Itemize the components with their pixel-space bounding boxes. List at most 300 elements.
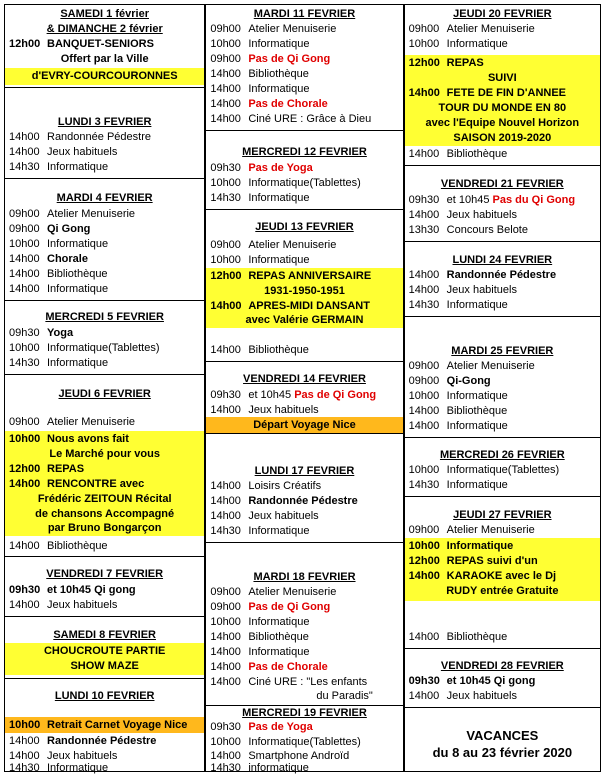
event-row [206, 176, 402, 191]
day-header: MARDI 25 FEVRIER [451, 345, 554, 357]
event-row [5, 598, 204, 613]
event-text: Informatique [248, 646, 310, 658]
event-time: 09h30 [9, 327, 40, 339]
program-sheet [4, 4, 601, 772]
separator [405, 707, 600, 708]
event-text: REPAS [446, 57, 484, 69]
event-time: 14h00 [210, 750, 241, 762]
event-row [206, 615, 402, 630]
event-time: 10h00 [9, 238, 40, 250]
event-text: Ciné URE : "Les enfants [248, 676, 368, 688]
event-time: 10h00 [408, 390, 440, 402]
event-text: Jeux habituels [446, 209, 517, 221]
event-text: Pas de Qi Gong [294, 389, 377, 401]
separator [5, 300, 204, 301]
event-text: Loisirs Créatifs [248, 480, 322, 492]
event-text: Informatique [248, 38, 310, 50]
event-row [5, 718, 204, 733]
event-time: 09h00 [9, 416, 40, 428]
event-row [206, 97, 402, 112]
event-text: REPAS ANNIVERSAIRE [248, 270, 372, 282]
event-detail: Offert par la Ville [60, 53, 149, 65]
event-text: Atelier Menuiserie [248, 586, 337, 598]
event-text: Bibliothèque [47, 540, 108, 552]
event-detail: d'EVRY-COURCOURONNES [31, 70, 178, 82]
event-time: 14h00 [408, 148, 440, 160]
event-time: 09h30 [210, 721, 241, 733]
event-text: Smartphone Androïd [248, 750, 350, 762]
event-row [405, 463, 600, 478]
day-header: SAMEDI 8 FEVRIER [53, 629, 156, 641]
separator [206, 209, 402, 210]
event-row [405, 689, 600, 704]
event-time: 12h00 [408, 57, 440, 69]
event-text: Ciné URE : Grâce à Dieu [248, 113, 372, 125]
event-time: 10h00 [210, 177, 241, 189]
event-time: 10h00 [210, 254, 241, 266]
event-time: 14h00 [210, 646, 241, 658]
event-row [206, 675, 402, 690]
event-row [405, 22, 600, 37]
event-text: Informatique [446, 540, 514, 552]
event-text: Jeux habituels [47, 750, 118, 762]
event-text: Randonnée Pédestre [47, 131, 151, 143]
event-time: 10h00 [408, 38, 440, 50]
separator [206, 433, 402, 434]
event-row [206, 479, 402, 494]
event-row [5, 222, 204, 237]
event-time: 14h00 [9, 735, 40, 747]
separator [5, 678, 204, 679]
event-text: Informatique [446, 38, 508, 50]
day-header: MARDI 18 FEVRIER [253, 571, 356, 583]
day-header: LUNDI 24 FEVRIER [452, 254, 553, 266]
day-header: SAMEDI 1 février [60, 8, 149, 20]
event-row [5, 237, 204, 252]
event-text: Jeux habituels [47, 599, 118, 611]
event-time: 09h30 [210, 162, 241, 174]
day-header: JEUDI 6 FEVRIER [58, 388, 151, 400]
event-time: 09h00 [210, 53, 241, 65]
event-text: Randonnée Pédestre [446, 269, 557, 281]
event-time: 12h00 [210, 270, 242, 282]
event-text: Pas de Chorale [248, 98, 328, 110]
event-time: 14h00 [210, 495, 241, 507]
event-text: Atelier Menuiserie [248, 239, 337, 251]
day-header: MERCREDI 5 FEVRIER [45, 311, 164, 323]
day-header: VENDREDI 14 FEVRIER [243, 373, 366, 385]
event-time: 14h00 [9, 283, 40, 295]
event-time: 09h00 [9, 223, 40, 235]
event-text: Informatique [47, 238, 109, 250]
event-detail: SAISON 2019-2020 [453, 132, 552, 144]
event-row [206, 37, 402, 52]
event-text: Informatique [47, 283, 109, 295]
separator [405, 496, 600, 497]
event-detail: avec Valérie GERMAIN [245, 314, 364, 326]
event-text: Jeux habituels [47, 146, 118, 158]
event-text: Informatique [446, 420, 508, 432]
event-time: 14h00 [408, 269, 440, 281]
event-detail: SHOW MAZE [70, 660, 139, 672]
event-text: RENCONTRE avec [47, 478, 145, 490]
event-row [5, 326, 204, 341]
event-text: FETE DE FIN D'ANNEE [446, 87, 567, 99]
event-text: Chorale [47, 253, 88, 265]
event-text: Qi-Gong [446, 375, 491, 387]
event-time: 14h00 [408, 420, 440, 432]
event-text: Informatique [47, 357, 109, 369]
event-text: Informatique [248, 192, 310, 204]
event-time: 10h00 [210, 38, 241, 50]
separator [5, 87, 204, 88]
event-time: 14h00 [9, 268, 40, 280]
separator [206, 130, 402, 131]
event-row [206, 660, 402, 675]
event-time: 09h00 [408, 375, 440, 387]
day-header: LUNDI 17 FEVRIER [254, 465, 355, 477]
event-time: 09h00 [210, 601, 241, 613]
event-time: 14h00 [210, 676, 241, 688]
event-row [206, 494, 402, 509]
event-row [206, 343, 402, 358]
event-row [405, 147, 600, 162]
day-header: MERCREDI 19 FEVRIER [242, 707, 367, 719]
event-time: 14h00 [210, 661, 241, 673]
event-time: 14h30 [9, 161, 40, 173]
event-row [5, 432, 204, 447]
event-row [206, 524, 402, 539]
event-detail: Frédéric ZEITOUN Récital [37, 493, 172, 505]
event-row [206, 403, 402, 418]
event-text: REPAS [47, 463, 85, 475]
event-text: informatique [248, 762, 309, 774]
event-row [405, 674, 600, 689]
event-time: 13h30 [408, 224, 440, 236]
event-row [206, 600, 402, 615]
event-detail: TOUR DU MONDE EN 80 [438, 102, 567, 114]
event-text: Pas de Qi Gong [248, 601, 331, 613]
event-time: 14h00 [210, 404, 241, 416]
event-text: Informatique [47, 161, 109, 173]
event-row [405, 539, 600, 554]
event-text: Pas de Qi Gong [248, 53, 331, 65]
event-text: Informatique(Tablettes) [446, 464, 560, 476]
event-time: 14h00 [408, 209, 440, 221]
event-time: 14h30 [9, 762, 40, 774]
event-text: REPAS suivi d'un [446, 555, 538, 567]
event-text: Pas du Qi Gong [492, 194, 576, 206]
event-text: Pas de Yoga [248, 721, 313, 733]
event-time: 14h00 [9, 253, 40, 265]
event-row [5, 282, 204, 297]
event-row [405, 37, 600, 52]
event-time: 14h00 [408, 87, 440, 99]
event-text: Jeux habituels [446, 690, 517, 702]
event-time: 14h00 [210, 300, 242, 312]
event-row [405, 554, 600, 569]
event-row [206, 720, 402, 735]
separator [5, 374, 204, 375]
event-time: 14h00 [210, 83, 241, 95]
event-text: Atelier Menuiserie [446, 23, 535, 35]
event-time: 14h00 [408, 284, 440, 296]
event-text: Bibliothèque [248, 68, 309, 80]
day-header: MERCREDI 26 FEVRIER [439, 449, 565, 461]
event-time: 14h30 [210, 525, 241, 537]
separator [206, 542, 402, 543]
holiday-title: VACANCES [466, 728, 539, 743]
event-time: 14h30 [9, 357, 40, 369]
event-time: 14h00 [210, 113, 241, 125]
event-text: Bibliothèque [446, 631, 508, 643]
day-header: VENDREDI 21 FEVRIER [440, 178, 564, 190]
event-row [206, 269, 402, 284]
event-text: et 10h45 [446, 194, 490, 206]
day-header: & DIMANCHE 2 février [46, 23, 163, 35]
separator [5, 616, 204, 617]
event-text: Informatique [47, 762, 109, 774]
event-row [5, 252, 204, 267]
event-time: 09h30 [408, 194, 440, 206]
event-row [5, 356, 204, 371]
event-time: 09h00 [408, 360, 440, 372]
event-row [206, 645, 402, 660]
separator [405, 316, 600, 317]
event-time: 12h00 [9, 463, 41, 475]
event-time: 14h00 [210, 631, 241, 643]
event-row [405, 208, 600, 223]
event-text: Bibliothèque [248, 631, 309, 643]
event-row [5, 477, 204, 492]
event-text: Informatique [248, 254, 310, 266]
event-time: 09h00 [9, 208, 40, 220]
event-text: Informatique [446, 390, 508, 402]
event-detail: de chansons Accompagné [35, 508, 175, 520]
event-row [5, 539, 204, 554]
event-text: Bibliothèque [446, 148, 508, 160]
event-text: Atelier Menuiserie [47, 416, 136, 428]
event-row [206, 82, 402, 97]
event-row [5, 763, 204, 773]
event-row [5, 341, 204, 356]
day-header: MARDI 11 FEVRIER [253, 8, 356, 20]
event-row [405, 569, 600, 584]
event-text: Bibliothèque [248, 344, 309, 356]
event-text: Bibliothèque [47, 268, 108, 280]
day-header: LUNDI 10 FEVRIER [54, 690, 155, 702]
event-row [5, 734, 204, 749]
event-time: 09h30 [210, 389, 241, 401]
event-row [5, 462, 204, 477]
event-time: 10h00 [210, 616, 241, 628]
event-time: 10h00 [9, 342, 40, 354]
event-time: 14h00 [9, 131, 40, 143]
event-row [405, 478, 600, 493]
day-header: LUNDI 3 FEVRIER [57, 116, 152, 128]
event-text: Atelier Menuiserie [248, 23, 337, 35]
event-row [206, 112, 402, 127]
event-row [206, 191, 402, 206]
event-time: 10h00 [210, 736, 241, 748]
event-row [405, 404, 600, 419]
event-row [405, 419, 600, 434]
event-time: 14h00 [210, 68, 241, 80]
event-text: Concours Belote [446, 224, 528, 236]
event-time: 09h00 [408, 524, 440, 536]
event-text: Informatique(Tablettes) [248, 736, 361, 748]
event-detail: SUIVI [487, 72, 517, 84]
event-row [405, 268, 600, 283]
column-2 [204, 5, 402, 774]
day-header: JEUDI 20 FEVRIER [453, 8, 552, 20]
event-time: 09h00 [408, 23, 440, 35]
event-time: 09h00 [210, 239, 241, 251]
event-row [405, 389, 600, 404]
column-3 [403, 5, 600, 771]
event-row [405, 193, 600, 208]
event-row [405, 523, 600, 538]
event-detail: du Paradis" [316, 690, 373, 702]
separator [5, 556, 204, 557]
event-text: Informatique(Tablettes) [47, 342, 160, 354]
event-time: 14h00 [210, 98, 241, 110]
event-time: 09h00 [210, 586, 241, 598]
event-row [206, 763, 402, 773]
event-time: 14h30 [210, 192, 241, 204]
event-row [405, 359, 600, 374]
event-text: Informatique [446, 299, 508, 311]
day-header: VENDREDI 28 FEVRIER [440, 660, 564, 672]
day-header: JEUDI 27 FEVRIER [453, 509, 552, 521]
event-row [206, 52, 402, 67]
event-text: Atelier Menuiserie [446, 524, 535, 536]
event-text: Informatique [248, 525, 310, 537]
event-detail: avec l'Equipe Nouvel Horizon [425, 117, 580, 129]
event-row [206, 67, 402, 82]
event-row [206, 509, 402, 524]
event-time: 14h00 [210, 510, 241, 522]
separator [5, 178, 204, 179]
event-row [405, 374, 600, 389]
event-time: 14h00 [9, 146, 40, 158]
event-row [206, 161, 402, 176]
event-row [405, 56, 600, 71]
event-text: Informatique [248, 616, 310, 628]
event-time: 14h00 [408, 570, 440, 582]
event-text: Atelier Menuiserie [47, 208, 136, 220]
event-text: Qi Gong [47, 223, 91, 235]
separator [405, 437, 600, 438]
event-text: Informatique(Tablettes) [248, 177, 361, 189]
event-time: 14h00 [9, 599, 40, 611]
event-text: Jeux habituels [248, 404, 319, 416]
event-text: Pas de Chorale [248, 661, 328, 673]
event-row [5, 130, 204, 145]
day-header: MARDI 4 FEVRIER [56, 192, 153, 204]
event-time: 10h00 [9, 433, 41, 445]
event-text: BANQUET-SENIORS [47, 38, 154, 50]
event-text: Nous avons fait [47, 433, 129, 445]
separator [405, 648, 600, 649]
event-time: 14h00 [9, 540, 40, 552]
event-text: KARAOKE avec le Dj [446, 570, 557, 582]
event-time: 14h00 [210, 480, 241, 492]
day-header: VENDREDI 7 FEVRIER [46, 568, 164, 580]
event-time: 14h00 [210, 344, 241, 356]
event-text: Yoga [47, 327, 74, 339]
event-row [5, 415, 204, 430]
column-1 [5, 5, 204, 774]
event-text: APRES-MIDI DANSANT [248, 300, 370, 312]
event-row [5, 145, 204, 160]
event-time: 09h00 [210, 23, 241, 35]
event-time: 14h00 [408, 631, 440, 643]
event-detail: RUDY entrée Gratuite [446, 585, 559, 597]
event-time: 09h30 [9, 584, 41, 596]
event-row [405, 283, 600, 298]
event-row [206, 735, 402, 750]
event-time: 14h30 [408, 299, 440, 311]
event-text: Randonnée Pédestre [47, 735, 157, 747]
day-header: MERCREDI 12 FEVRIER [242, 146, 367, 158]
event-time: 14h00 [9, 750, 40, 762]
holiday-dates: du 8 au 23 février 2020 [432, 745, 573, 760]
event-time: 09h30 [408, 675, 440, 687]
event-text: Atelier Menuiserie [446, 360, 535, 372]
event-detail: par Bruno Bongarçon [47, 522, 162, 534]
event-row [5, 160, 204, 175]
event-row [405, 298, 600, 313]
event-row [206, 388, 402, 403]
event-time: 14h00 [9, 478, 41, 490]
event-text: Retrait Carnet Voyage Nice [47, 719, 188, 731]
event-time: 12h00 [9, 38, 41, 50]
event-text: Randonnée Pédestre [248, 495, 358, 507]
separator [405, 241, 600, 242]
event-text: Jeux habituels [446, 284, 517, 296]
event-row [206, 238, 402, 253]
event-row [405, 86, 600, 101]
event-row [5, 267, 204, 282]
event-time: 14h30 [210, 762, 241, 774]
event-row [206, 299, 402, 314]
separator [206, 361, 402, 362]
separator [405, 165, 600, 166]
event-time: 14h00 [408, 690, 440, 702]
event-text: et 10h45 [248, 389, 292, 401]
day-header: JEUDI 13 FEVRIER [255, 221, 354, 233]
event-text: Pas de Yoga [248, 162, 313, 174]
event-row [5, 207, 204, 222]
event-row [405, 630, 600, 645]
event-row [5, 583, 204, 598]
event-time: 10h00 [408, 464, 440, 476]
event-time: 10h00 [9, 719, 41, 731]
event-row [206, 22, 402, 37]
event-row [5, 37, 204, 52]
event-detail: Départ Voyage Nice [253, 419, 356, 431]
event-row [206, 585, 402, 600]
event-row [206, 630, 402, 645]
event-detail: Le Marché pour vous [49, 448, 160, 460]
event-time: 12h00 [408, 555, 440, 567]
event-time: 10h00 [408, 540, 440, 552]
event-detail: CHOUCROUTE PARTIE [43, 645, 166, 657]
event-time: 14h00 [408, 405, 440, 417]
event-text: et 10h45 Qi gong [47, 584, 136, 596]
event-row [405, 223, 600, 238]
